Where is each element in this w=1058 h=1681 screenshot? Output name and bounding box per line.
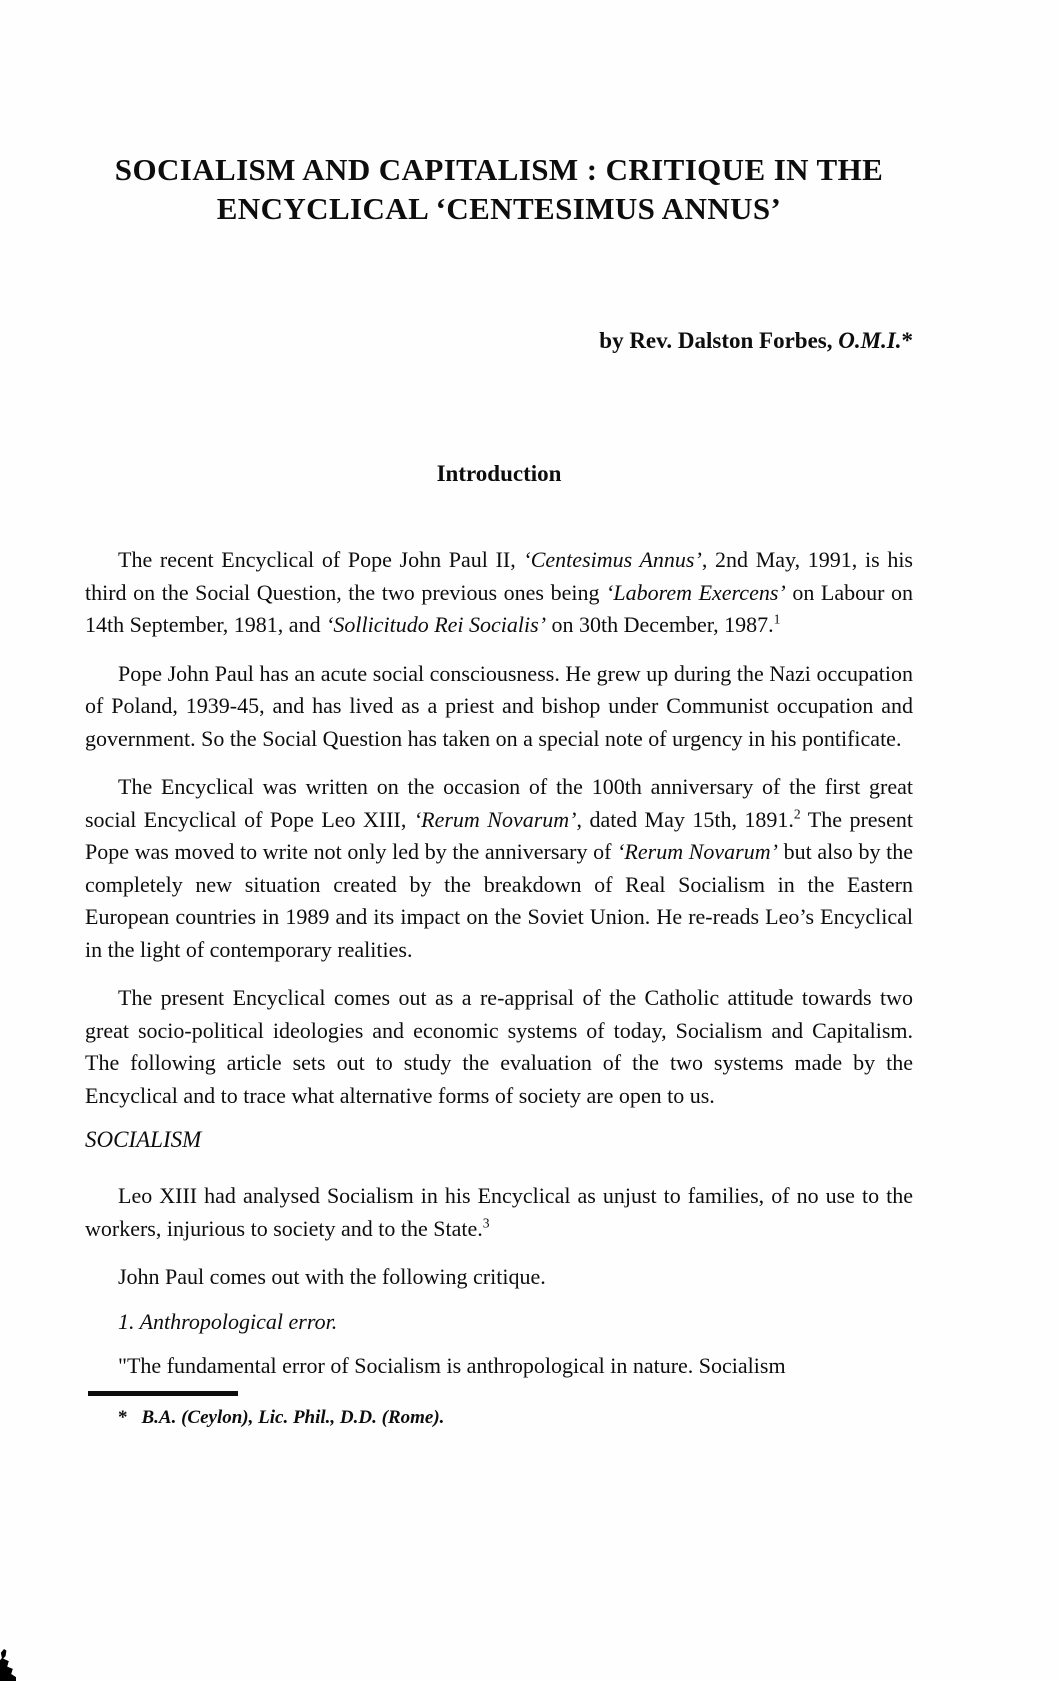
byline-footnote-asterisk: * bbox=[901, 328, 913, 353]
paragraph-3: The Encyclical was written on the occasion of the 100th anniversary of the first great social Encyclical of Pope Leo XIII, ‘Rerum Novarum’, dated May 15th, 1891.$^2$ The present Pope was moved to write not only led by the anniversary of ‘Rerum Novarum’ but also by the completely new situation created by the breakdown of Real Socialism in the Eastern European countries in 1989 and its impact on the Soviet Union. He re-reads Leo’s Encyclical in the light of contemporary realities. bbox=[85, 774, 913, 962]
section-heading-socialism: SOCIALISM bbox=[85, 1127, 202, 1152]
byline-credentials: O.M.I. bbox=[838, 328, 902, 353]
footnote bbox=[85, 1405, 913, 1431]
scan-artifact bbox=[0, 1649, 16, 1681]
paragraph-7: "The fundamental error of Socialism is anthropological in nature. Socialism bbox=[118, 1352, 786, 1378]
paragraph-2: Pope John Paul has an acute social consciousness. He grew up during the Nazi occupation of Poland, 1939-45, and has lived as a priest and bishop under Communist occupation and government. So the Social Question has taken on a special note of urgency in his pontificate. bbox=[85, 660, 913, 751]
footnote-marker: * bbox=[118, 1407, 128, 1428]
byline bbox=[85, 326, 913, 356]
article-content bbox=[85, 0, 913, 1431]
article-title-line-1: SOCIALISM AND CAPITALISM : CRITIQUE IN THE bbox=[114, 152, 884, 187]
article-title bbox=[85, 150, 913, 228]
byline-prefix: by Rev. Dalston Forbes, bbox=[599, 328, 839, 353]
footnote-rule bbox=[88, 1391, 238, 1396]
footnote-text: B.A. (Ceylon), Lic. Phil., D.D. (Rome). bbox=[141, 1407, 445, 1428]
document-body bbox=[85, 544, 913, 1382]
subheading-anthropological-error: 1. Anthropological error. bbox=[118, 1308, 338, 1334]
paragraph-5: Leo XIII had analysed Socialism in his Encyclical as unjust to families, of no use to the workers, injurious to society and to the State.$^3$ bbox=[85, 1183, 913, 1241]
article-title-line-2: ENCYCLICAL ‘CENTESIMUS ANNUS’ bbox=[216, 191, 782, 226]
paragraph-6: John Paul comes out with the following critique. bbox=[118, 1264, 546, 1289]
paragraph-1: The recent Encyclical of Pope John Paul II, ‘Centesimus Annus’, 2nd May, 1991, is his third on the Social Question, the two previous ones being ‘Laborem Exercens’ on Labour on 14th September, 1981, and ‘Sollicitudo Rei Socialis’ on 30th December, 1987.$^1$ bbox=[85, 547, 914, 637]
paragraph-4: The present Encyclical comes out as a re-apprisal of the Catholic attitude towards two great socio-political ideologies and economic systems of today, Socialism and Capitalism. The following article sets out to study the evaluation of the two systems made by the Encyclical and to trace what alternative forms of society are open to us. bbox=[85, 985, 913, 1108]
section-heading-introduction: Introduction bbox=[436, 461, 562, 486]
